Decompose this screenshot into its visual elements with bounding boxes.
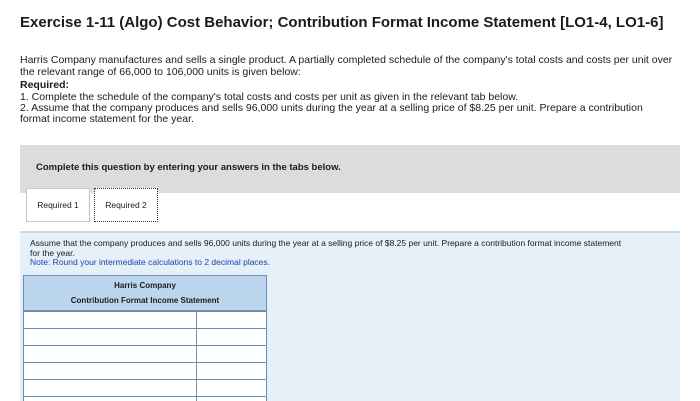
amount-cell[interactable] [197, 329, 266, 345]
amount-cell[interactable] [197, 312, 266, 328]
required-item-1: 1. Complete the schedule of the company's total costs and costs per unit as given in the relevant tab below. [20, 91, 519, 103]
instructions-text: Assume that the company produces and sells 96,000 units during the year at a selling price of $8.25 per unit. Prepare a contribution format income statement for the year. [30, 238, 622, 258]
amount-cell[interactable] [197, 380, 266, 396]
label-cell[interactable] [24, 312, 197, 328]
banner-text: Complete this question by entering your answers in the tabs below. [36, 162, 341, 173]
statement-row [24, 346, 266, 363]
statement-row [24, 380, 266, 397]
income-statement-table [23, 275, 267, 401]
exercise-intro: Harris Company manufactures and sells a single product. A partially completed schedule of the company's total costs and costs per unit over the relevant range of 66,000 to 106,000 units is given below: [20, 54, 673, 78]
required-item-2: 2. Assume that the company produces and sells 96,000 units during the year at a selling price of $8.25 per unit. Prepare a contribution format income statement for the year. [20, 102, 643, 125]
amount-cell[interactable] [197, 363, 266, 379]
tab-instructions [30, 239, 630, 268]
tab-required-2[interactable] [94, 188, 158, 222]
statement-title: Contribution Format Income Statement [70, 296, 220, 305]
rounding-note: Note: Round your intermediate calculations to 2 decimal places. [30, 257, 271, 267]
instructions-banner [20, 145, 680, 193]
exercise-title: Exercise 1-11 (Algo) Cost Behavior; Contribution Format Income Statement [LO1-4, LO1-6] [20, 14, 664, 31]
statement-company: Harris Company [114, 281, 176, 290]
statement-row [24, 397, 266, 401]
label-cell[interactable] [24, 363, 197, 379]
amount-cell[interactable] [197, 346, 266, 362]
label-cell[interactable] [24, 329, 197, 345]
statement-row [24, 329, 266, 346]
statement-header [24, 276, 266, 312]
statement-row [24, 312, 266, 329]
statement-row [24, 363, 266, 380]
tab-required-1[interactable] [26, 188, 90, 222]
label-cell[interactable] [24, 397, 197, 401]
label-cell[interactable] [24, 346, 197, 362]
label-cell[interactable] [24, 380, 197, 396]
required-heading: Required: [20, 79, 70, 91]
tab-required-2-label: Required 2 [105, 200, 147, 210]
amount-cell[interactable] [197, 397, 266, 401]
tab-required-1-label: Required 1 [37, 200, 79, 210]
